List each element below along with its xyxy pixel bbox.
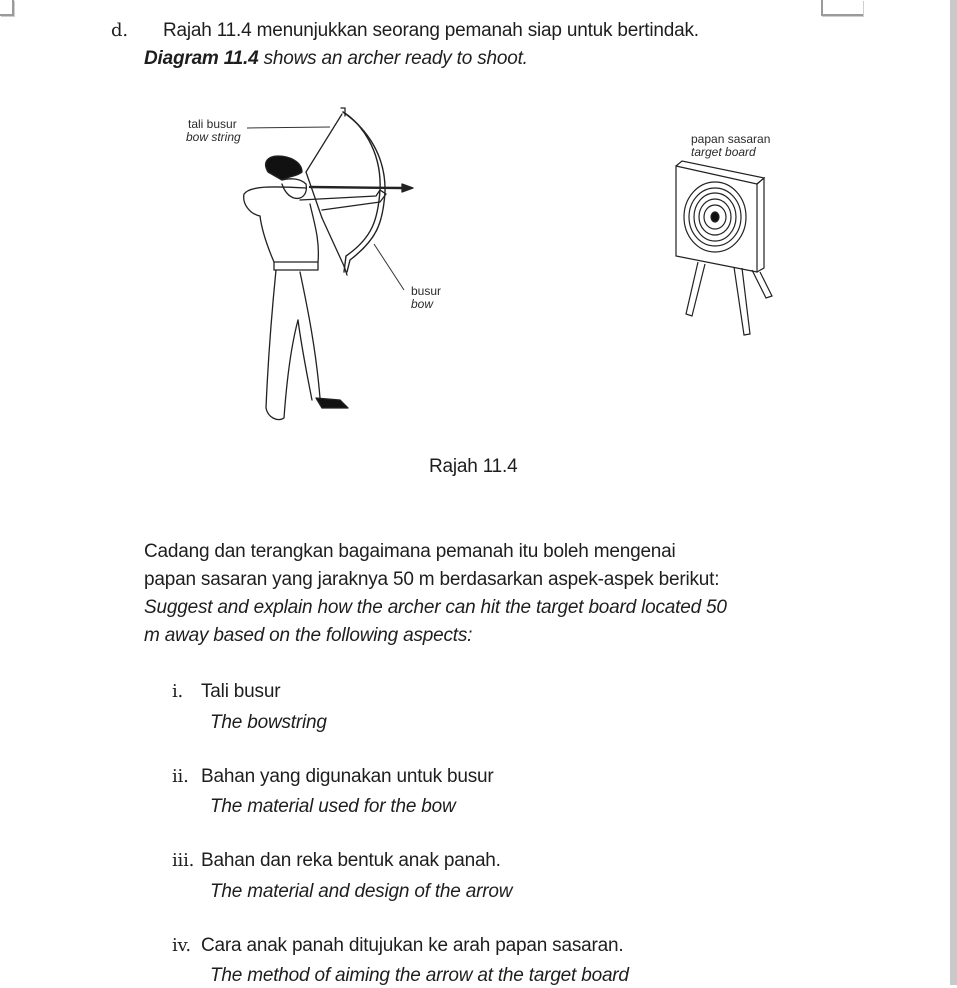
label-target-english: target board [691,145,756,159]
question-intro-malay: Rajah 11.4 menunjukkan seorang pemanah siap untuk bertindak. [163,20,699,41]
aspect-numeral: iii. [172,850,195,871]
question-intro-english [144,47,528,71]
label-bowstring-english: bow string [186,130,241,144]
target-board [676,161,772,335]
leader-line-bow [374,244,404,290]
prompt-malay-line-1: Cadang dan terangkan bagaimana pemanah itu boleh mengenai [144,541,676,562]
page-corner-mark-right [821,0,863,16]
diagram-reference: Diagram 11.4 [144,48,259,69]
label-bow-english: bow [411,297,434,311]
aspect-malay: Cara anak panah ditujukan ke arah papan sasaran. [201,935,624,956]
aspect-english: The material and design of the arrow [210,881,513,902]
question-letter: d. [111,20,128,41]
aspect-malay: Tali busur [201,681,281,702]
aspect-english: The bowstring [210,712,327,733]
aspect-english: The method of aiming the arrow at the target board [210,965,629,986]
label-bowstring-malay: tali busur [188,117,237,131]
prompt-english-line-2: m away based on the following aspects: [144,625,473,646]
question-intro-english-rest: shows an archer ready to shoot. [263,48,528,69]
archer-figure [244,108,413,420]
prompt-english-line-1: Suggest and explain how the archer can hit the target board located 50 [144,597,727,618]
diagram-illustration [150,100,830,440]
leader-line-bowstring [247,127,330,128]
label-target-malay: papan sasaran [691,132,771,146]
aspect-numeral: i. [172,681,184,702]
aspect-numeral: iv. [172,935,191,956]
prompt-malay-line-2: papan sasaran yang jaraknya 50 m berdasarkan aspek-aspek berikut: [144,569,720,590]
page-corner-mark-left [0,0,14,16]
aspect-malay: Bahan yang digunakan untuk busur [201,766,494,787]
label-bow-malay: busur [411,284,442,298]
diagram-11-4 [150,100,830,440]
aspect-malay: Bahan dan reka bentuk anak panah. [201,850,501,871]
diagram-caption: Rajah 11.4 [429,456,518,477]
aspect-english: The material used for the bow [210,796,456,817]
page-scrollbar-track[interactable] [950,0,957,985]
aspect-numeral: ii. [172,766,189,787]
